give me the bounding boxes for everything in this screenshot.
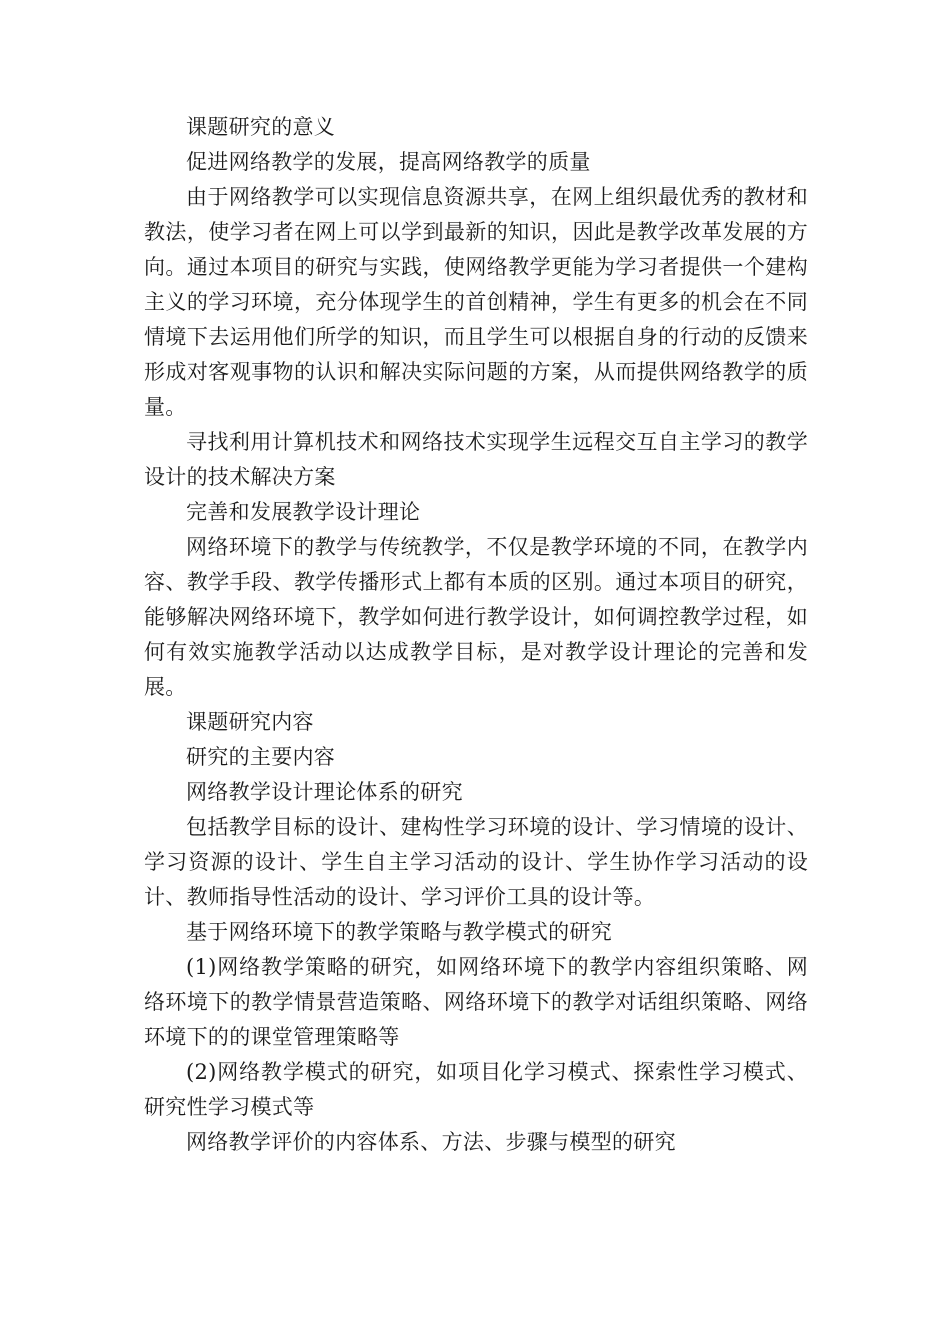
subheading-main-content: 研究的主要内容 xyxy=(186,745,336,769)
subheading-promote-network-teaching: 促进网络教学的发展，提高网络教学的质量 xyxy=(186,150,591,174)
subheading-strategy-and-model: 基于网络环境下的教学策略与教学模式的研究 xyxy=(186,920,612,944)
paragraph-resource-sharing: 由于网络教学可以实现信息资源共享，在网上组织最优秀的教材和教法，使学习者在网上可以学到最新的知识，因此是教学改革发展的方向。通过本项目的研究与实践，使网络教学更能为学习者提供一个建构主义的学习环境，充分体现学生的首创精神，学生有更多的机会在不同情境下去运用他们所学的知识，而且学生可以根据自身的行动的反馈来形成对客观事物的认识和解决实际问题的方案，从而提供网络教学的质量。 xyxy=(144,185,808,419)
subheading-technical-solution: 寻找利用计算机技术和网络技术实现学生远程交互自主学习的教学设计的技术解决方案 xyxy=(144,430,808,489)
subheading-improve-design-theory: 完善和发展教学设计理论 xyxy=(186,500,421,524)
list-item-strategy: (1)网络教学策略的研究，如网络环境下的教学内容组织策略、网络环境下的教学情景营造策略、网络环境下的教学对话组织策略、网络环境下的的课堂管理策略等 xyxy=(144,955,808,1049)
subheading-evaluation-system: 网络教学评价的内容体系、方法、步骤与模型的研究 xyxy=(186,1130,676,1154)
paragraph-network-vs-traditional: 网络环境下的教学与传统教学，不仅是教学环境的不同，在教学内容、教学手段、教学传播形式上都有本质的区别。通过本项目的研究，能够解决网络环境下，教学如何进行教学设计，如何调控教学过程，如何有效实施教学活动以达成教学目标，是对教学设计理论的完善和发展。 xyxy=(144,535,808,699)
document-body xyxy=(144,110,808,1160)
paragraph-design-items: 包括教学目标的设计、建构性学习环境的设计、学习情境的设计、学习资源的设计、学生自主学习活动的设计、学生协作学习活动的设计、教师指导性活动的设计、学习评价工具的设计等。 xyxy=(144,815,808,909)
heading-significance: 课题研究的意义 xyxy=(186,115,336,139)
list-item-model: (2)网络教学模式的研究，如项目化学习模式、探索性学习模式、研究性学习模式等 xyxy=(144,1060,808,1119)
subheading-design-theory-system: 网络教学设计理论体系的研究 xyxy=(186,780,463,804)
heading-research-content: 课题研究内容 xyxy=(186,710,314,734)
